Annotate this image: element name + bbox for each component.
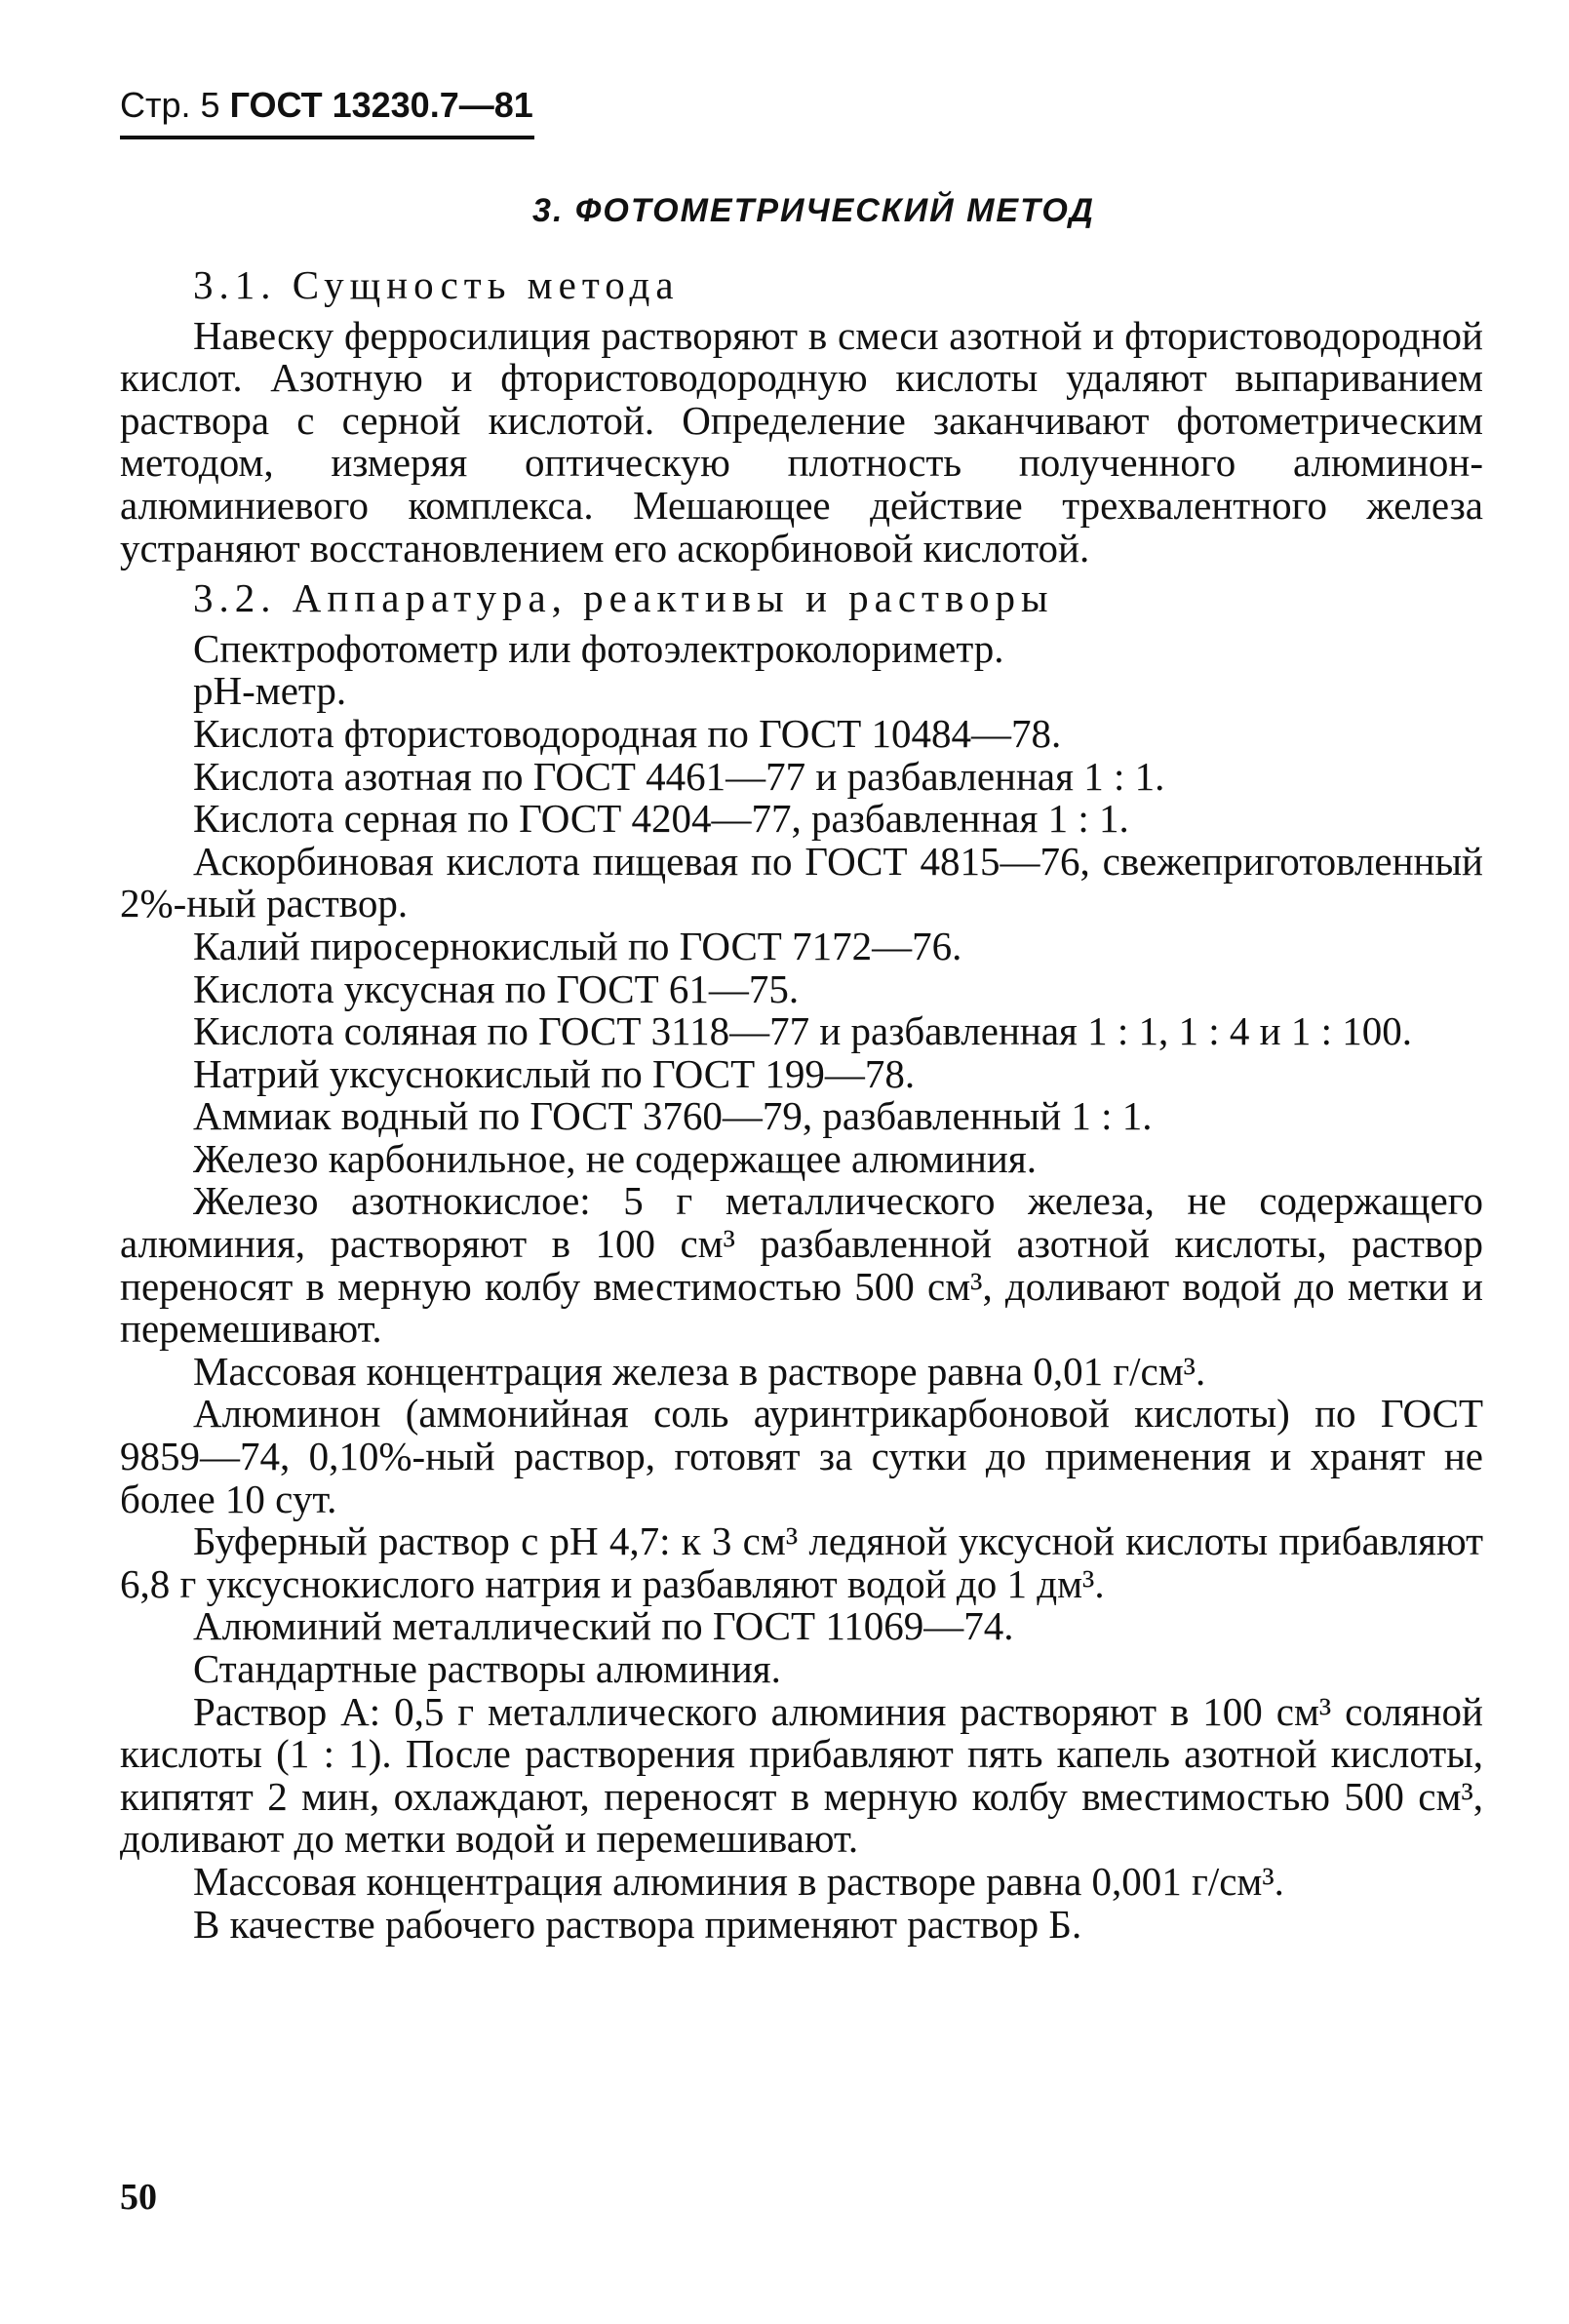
- list-item: Натрий уксуснокислый по ГОСТ 199—78.: [193, 1050, 916, 1096]
- list-item: Алюминон (аммонийная соль ауринтрикарбоновой кислоты) по ГОСТ 9859—74, 0,10%-ный раствор, готовят за сутки до применения и хранят не более 10 сут.: [120, 1391, 1483, 1521]
- document-body: [120, 256, 1483, 1946]
- list-item: рН-метр.: [193, 668, 347, 714]
- gost-number: ГОСТ 13230.7—81: [229, 85, 533, 125]
- list-item: Калий пиросернокислый по ГОСТ 7172—76.: [193, 923, 962, 968]
- list-item: Буферный раствор с рН 4,7: к 3 см³ ледяной уксусной кислоты прибавляют 6,8 г уксуснокислого натрия и разбавляют водой до 1 дм³.: [120, 1518, 1483, 1606]
- page-header: [120, 84, 533, 127]
- subsection-1-title: 3.1. Сущность метода: [193, 262, 680, 307]
- list-item: Кислота уксусная по ГОСТ 61—75.: [193, 965, 800, 1011]
- list-item: Раствор А: 0,5 г металлического алюминия растворяют в 100 см³ соляной кислоты (1 : 1). После растворения прибавляют пять капель азотной кислоты, кипятят 2 мин, охлаждают, переносят в мерную колбу вместимостью 500 см³, доливают до метки водой и перемешивают.: [120, 1688, 1483, 1862]
- list-item: Кислота фтористоводородная по ГОСТ 10484—78.: [193, 710, 1062, 756]
- list-item: Массовая концентрация алюминия в растворе равна 0,001 г/см³.: [193, 1858, 1284, 1904]
- page-number: 50: [120, 2177, 157, 2218]
- section-title: 3. ФОТОМЕТРИЧЕСКИЙ МЕТОД: [532, 192, 1095, 229]
- page-label: Стр. 5: [120, 85, 220, 125]
- list-item: Железо азотнокислое: 5 г металлического железа, не содержащего алюминия, растворяют в 100 см³ разбавленной азотной кислоты, раствор переносят в мерную колбу вместимостью 500 см³, доливают водой до метки и перемешивают.: [120, 1178, 1483, 1352]
- list-item: Массовая концентрация железа в растворе равна 0,01 г/см³.: [193, 1348, 1206, 1394]
- list-item: Аммиак водный по ГОСТ 3760—79, разбавленный 1 : 1.: [193, 1093, 1153, 1139]
- list-item: Кислота серная по ГОСТ 4204—77, разбавленная 1 : 1.: [193, 796, 1129, 842]
- list-item: Спектрофотометр или фотоэлектроколориметр.: [193, 625, 1004, 671]
- list-item: Аскорбиновая кислота пищевая по ГОСТ 4815—76, свежеприготовленный 2%-ный раствор.: [120, 838, 1483, 926]
- list-item: Стандартные растворы алюминия.: [193, 1646, 781, 1691]
- subsection-2-title: 3.2. Аппаратура, реактивы и растворы: [193, 575, 1054, 621]
- subsection-1-body: Навеску ферросилиция растворяют в смеси азотной и фтористоводородной кислот. Азотную и фтористоводородную кислоты удаляют выпариванием раствора с серной кислотой. Определение заканчивают фотометрическим методом, измеряя оптическую плотность полученного алюминон-алюминиевого комплекса. Мешающее действие трехвалентного железа устраняют восстановлением его аскорбиновой кислотой.: [120, 312, 1483, 571]
- list-item: Алюминий металлический по ГОСТ 11069—74.: [193, 1603, 1014, 1649]
- list-item: Железо карбонильное, не содержащее алюминия.: [193, 1135, 1037, 1181]
- list-item: В качестве рабочего раствора применяют раствор Б.: [193, 1901, 1082, 1947]
- header-rule: [120, 136, 534, 139]
- list-item: Кислота соляная по ГОСТ 3118—77 и разбавленная 1 : 1, 1 : 4 и 1 : 100.: [193, 1008, 1413, 1054]
- list-item: Кислота азотная по ГОСТ 4461—77 и разбавленная 1 : 1.: [193, 753, 1165, 799]
